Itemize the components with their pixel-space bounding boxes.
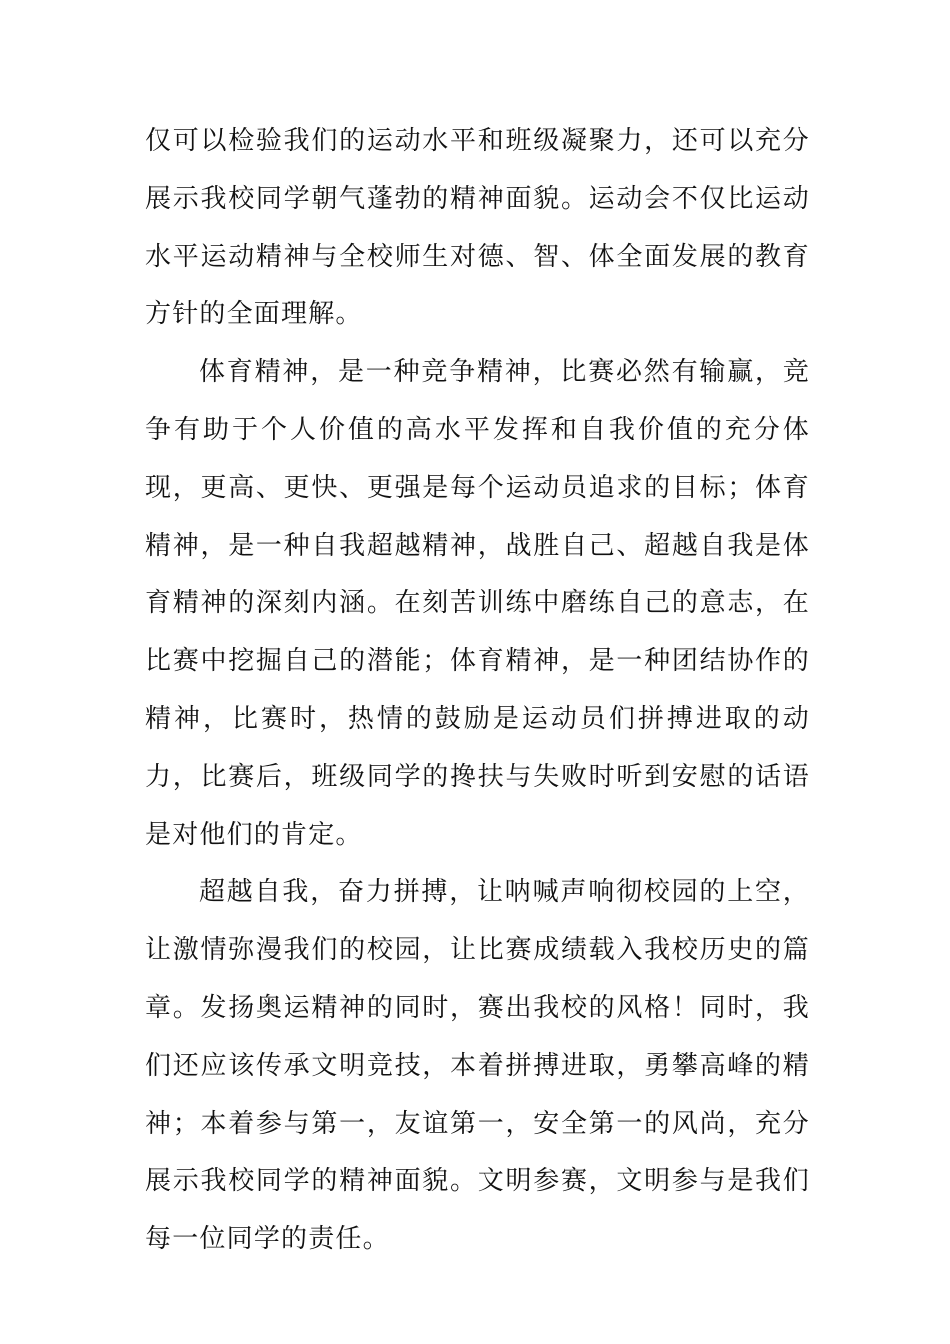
paragraph-continuation: 仅可以检验我们的运动水平和班级凝聚力，还可以充分展示我校同学朝气蓬勃的精神面貌。运动会不仅比运动水平运动精神与全校师生对德、智、体全面发展的教育方针的全面理解。: [145, 126, 810, 330]
document-body: [145, 113, 810, 1269]
paragraph-sports-spirit: 体育精神，是一种竞争精神，比赛必然有输赢，竞争有助于个人价值的高水平发挥和自我价值的充分体现，更高、更快、更强是每个运动员追求的目标；体育精神，是一种自我超越精神，战胜自己、超越自我是体育精神的深刻内涵。在刻苦训练中磨练自己的意志，在比赛中挖掘自己的潜能；体育精神，是一种团结协作的精神，比赛时，热情的鼓励是运动员们拼搏进取的动力，比赛后，班级同学的搀扶与失败时听到安慰的话语是对他们的肯定。: [145, 357, 810, 850]
paragraph-surpass-self: 超越自我，奋力拼搏，让呐喊声响彻校园的上空，让激情弥漫我们的校园，让比赛成绩载入我校历史的篇章。发扬奥运精神的同时，赛出我校的风格！同时，我们还应该传承文明竞技，本着拼搏进取，勇攀高峰的精神；本着参与第一，友谊第一，安全第一的风尚，充分展示我校同学的精神面貌。文明参赛，文明参与是我们每一位同学的责任。: [145, 877, 810, 1255]
